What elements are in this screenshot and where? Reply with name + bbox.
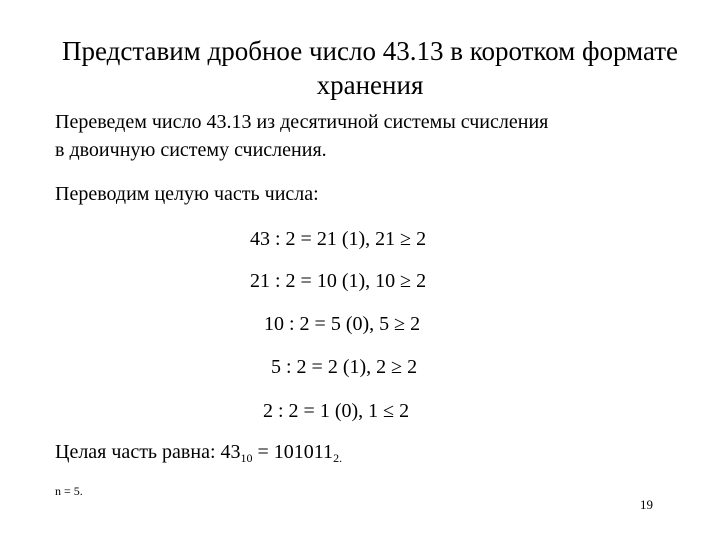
intro-line-1: Переведем число 43.13 из десятичной системы счисления — [55, 111, 549, 133]
integer-part-heading: Переводим целую часть числа: — [55, 183, 319, 205]
division-step-4: 5 : 2 = 2 (1), 2 ≥ 2 — [271, 356, 418, 378]
page-number: 19 — [640, 497, 653, 512]
division-step-3: 10 : 2 = 5 (0), 5 ≥ 2 — [264, 313, 421, 335]
footnote: n = 5. — [55, 484, 83, 498]
division-step-1: 43 : 2 = 21 (1), 21 ≥ 2 — [250, 228, 427, 250]
integer-result-value: = 101011 — [252, 441, 334, 463]
intro-paragraph — [55, 108, 548, 164]
slide-title-line-1: Представим дробное число 43.13 в коротком формате — [61, 36, 679, 66]
division-step-2: 21 : 2 = 10 (1), 10 ≥ 2 — [250, 270, 427, 292]
binary-base-subscript: 2. — [333, 451, 343, 465]
slide-title — [20, 34, 720, 102]
decimal-base-subscript: 10 — [240, 451, 253, 465]
slide-title-line-2: хранения — [316, 70, 424, 100]
division-step-5: 2 : 2 = 1 (0), 1 ≤ 2 — [263, 400, 410, 422]
integer-result-prefix: Целая часть равна: 43 — [55, 441, 241, 463]
integer-result — [55, 438, 342, 466]
intro-line-2: в двоичную систему счисления. — [55, 139, 327, 161]
